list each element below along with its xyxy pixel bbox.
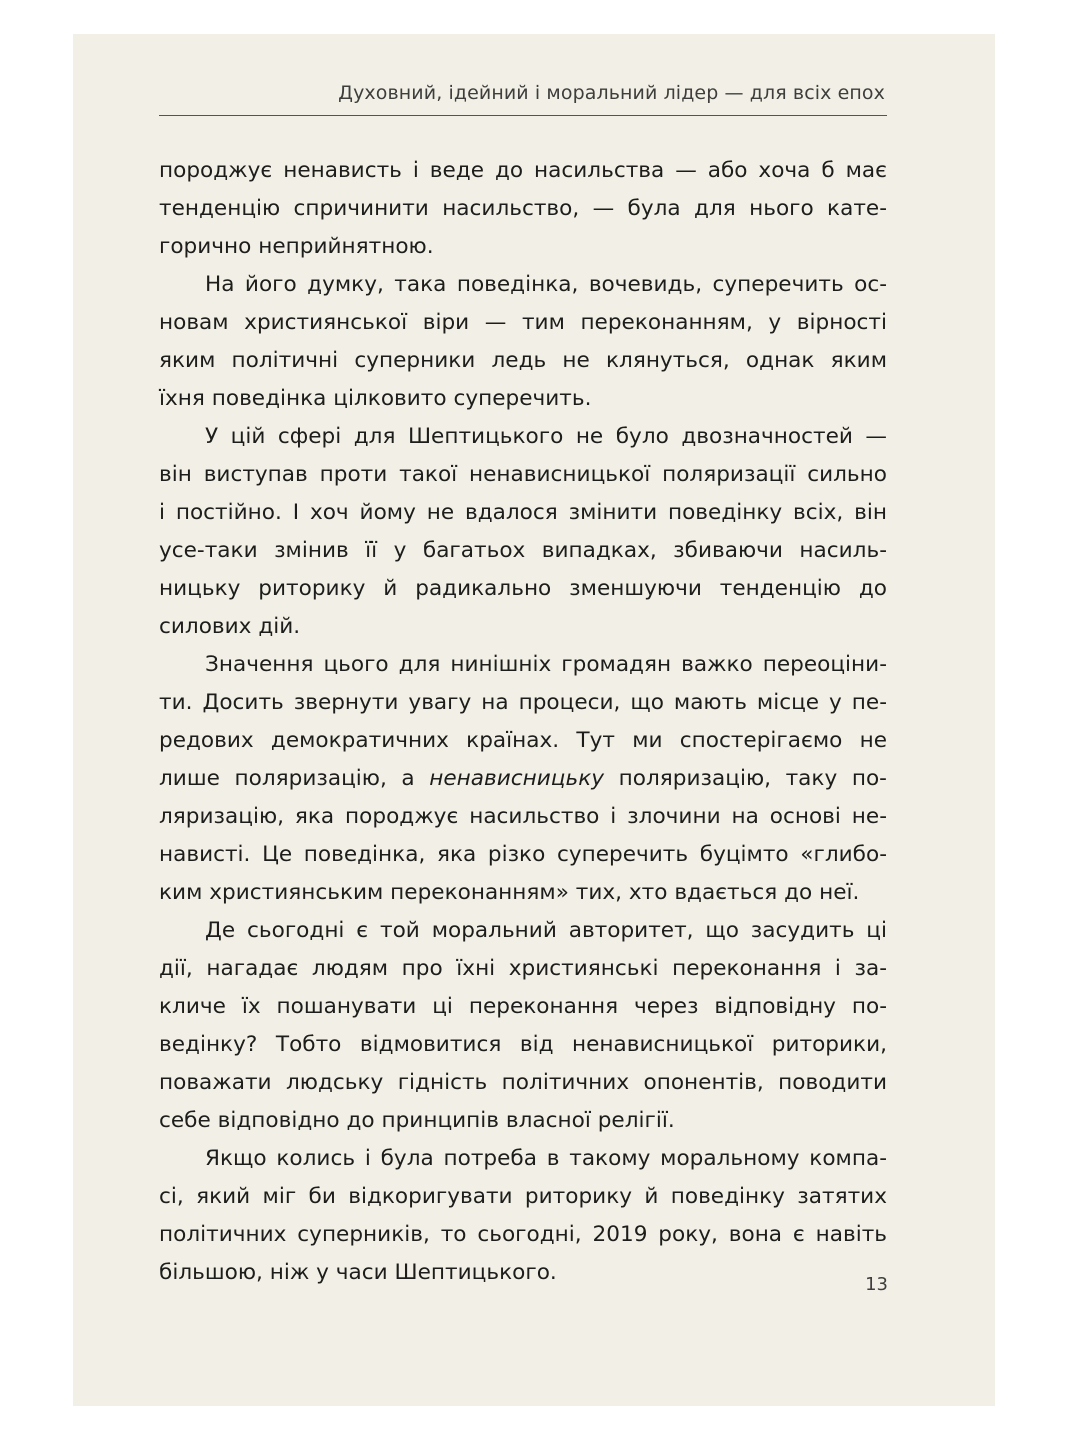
paragraph (159, 152, 887, 266)
text-line: горично неприйнятною. (159, 234, 434, 259)
text-line: новам християнської віри — тим переконанням, у вірності (159, 310, 887, 335)
text-line: тенденцію спричинити насильство, — була для нього кате- (159, 196, 887, 221)
text-line: ти. Досить звернути увагу на процеси, що мають місце у пе- (159, 690, 887, 715)
text-line: На його думку, така поведінка, вочевидь, суперечить ос- (205, 272, 887, 297)
text-line: їхня поведінка цілковито суперечить. (159, 386, 592, 411)
paragraph (159, 418, 887, 646)
text-line: Якщо колись і була потреба в такому моральному компа- (205, 1146, 887, 1171)
text-line: яким політичні суперники ледь не клянуться, однак яким (159, 348, 887, 373)
paragraph (159, 1140, 887, 1292)
text-line: ницьку риторику й радикально зменшуючи тенденцію до (159, 576, 887, 601)
text-line: ляризацію, яка породжує насильство і злочини на основі не- (159, 804, 887, 829)
text-line: він виступав проти такої ненависницької поляризації сильно (159, 462, 887, 487)
text-line: породжує ненависть і веде до насильства — або хоча б має (159, 158, 887, 183)
running-head: Духовний, ідейний і моральний лідер — для всіх епох (338, 82, 885, 104)
text-segment: лише поляризацію, а (159, 766, 415, 791)
text-line: дії, нагадає людям про їхні християнські переконання і за- (159, 956, 887, 981)
text-line: кличе їх пошанувати ці переконання через відповідну по- (159, 994, 887, 1019)
page-number: 13 (865, 1274, 888, 1295)
body-text (159, 152, 887, 1292)
text-line: поважати людську гідність політичних опонентів, поводити (159, 1070, 887, 1095)
header-rule (159, 115, 887, 116)
text-line: нависті. Це поведінка, яка різко суперечить буцімто «глибо- (159, 842, 887, 867)
text-line: ведінку? Тобто відмовитися від ненависницької риторики, (159, 1032, 887, 1057)
text-line: сі, який міг би відкоригувати риторику й поведінку затятих (159, 1184, 887, 1209)
paragraph (159, 912, 887, 1140)
paragraph (159, 266, 887, 418)
text-line: більшою, ніж у часи Шептицького. (159, 1260, 557, 1285)
text-segment: поляризацію, таку по- (618, 766, 887, 791)
text-line: силових дій. (159, 614, 301, 639)
text-line: редових демократичних країнах. Тут ми спостерігаємо не (159, 728, 887, 753)
text-line: усе-таки змінив її у багатьох випадках, збиваючи насиль- (159, 538, 887, 563)
emphasis-italic: ненависницьку (429, 766, 605, 791)
text-line: себе відповідно до принципів власної релігії. (159, 1108, 675, 1133)
paragraph (159, 646, 887, 912)
text-line: У цій сфері для Шептицького не було двозначностей — (205, 424, 887, 449)
text-line-with-emphasis (159, 760, 887, 798)
text-line: політичних суперників, то сьогодні, 2019 року, вона є навіть (159, 1222, 887, 1247)
text-line: Де сьогодні є той моральний авторитет, що засудить ці (205, 918, 887, 943)
book-page (73, 34, 995, 1406)
text-line: ким християнським переконанням» тих, хто вдається до неї. (159, 880, 860, 905)
text-line: і постійно. І хоч йому не вдалося змінити поведінку всіх, він (159, 500, 887, 525)
text-line: Значення цього для нинішніх громадян важко переоціни- (205, 652, 887, 677)
